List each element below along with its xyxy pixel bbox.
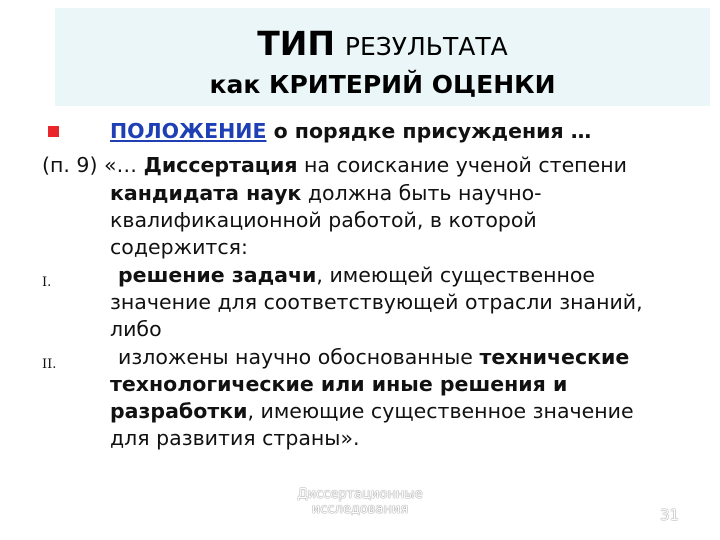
i1-bold: решение задачи: [118, 263, 317, 287]
line-5: содержится:: [110, 235, 248, 259]
item1-line1: [118, 262, 595, 290]
line-3: [110, 180, 542, 208]
footer-line1: Диссертационные: [297, 487, 423, 502]
footer-text: [295, 487, 425, 517]
page-number: 31: [660, 506, 680, 524]
slide-title-line1: [55, 24, 710, 63]
l3-rest: должна быть научно-: [301, 181, 542, 205]
i2-rest: изложены научно обоснованные: [118, 345, 480, 369]
l3-bold: кандидата наук: [110, 181, 302, 205]
p9-rest: на соискание ученой степени: [297, 153, 627, 177]
item1-line2: значение для соответствующей отрасли знаний,: [110, 290, 643, 314]
item2-line3: [110, 398, 634, 426]
item2-line2: технологические или иные решения и: [110, 372, 568, 396]
slide-title-line2: как КРИТЕРИЙ ОЦЕНКИ: [209, 70, 556, 99]
line-4: квалификационной работой, в которой: [110, 208, 537, 232]
heading-rest: о порядке присуждения …: [266, 119, 592, 143]
heading-line: [110, 118, 591, 146]
item1-line3: либо: [110, 317, 162, 341]
roman-numeral-2: II.: [42, 357, 57, 372]
bullet-square-icon: [48, 126, 59, 137]
i2-l3-bold: разработки: [110, 399, 248, 423]
item2-line1: [118, 344, 629, 372]
title-rest: РЕЗУЛЬТАТА: [344, 32, 508, 61]
i1-rest: , имеющей существенное: [316, 263, 596, 287]
i2-l3-rest: , имеющие существенное значение: [247, 399, 634, 423]
footer-line2: исследования: [311, 502, 409, 517]
title-bold: ТИП: [257, 24, 336, 63]
p9-bold: Диссертация: [143, 153, 298, 177]
polozhenie-link[interactable]: ПОЛОЖЕНИЕ: [110, 119, 267, 143]
roman-numeral-1: I.: [42, 275, 52, 290]
p9-prefix: (п. 9) «…: [42, 153, 144, 177]
item2-line4: для развития страны».: [110, 426, 360, 450]
title-panel: [55, 8, 710, 106]
i2-bold: технические: [479, 345, 630, 369]
p9-line: [42, 152, 627, 180]
